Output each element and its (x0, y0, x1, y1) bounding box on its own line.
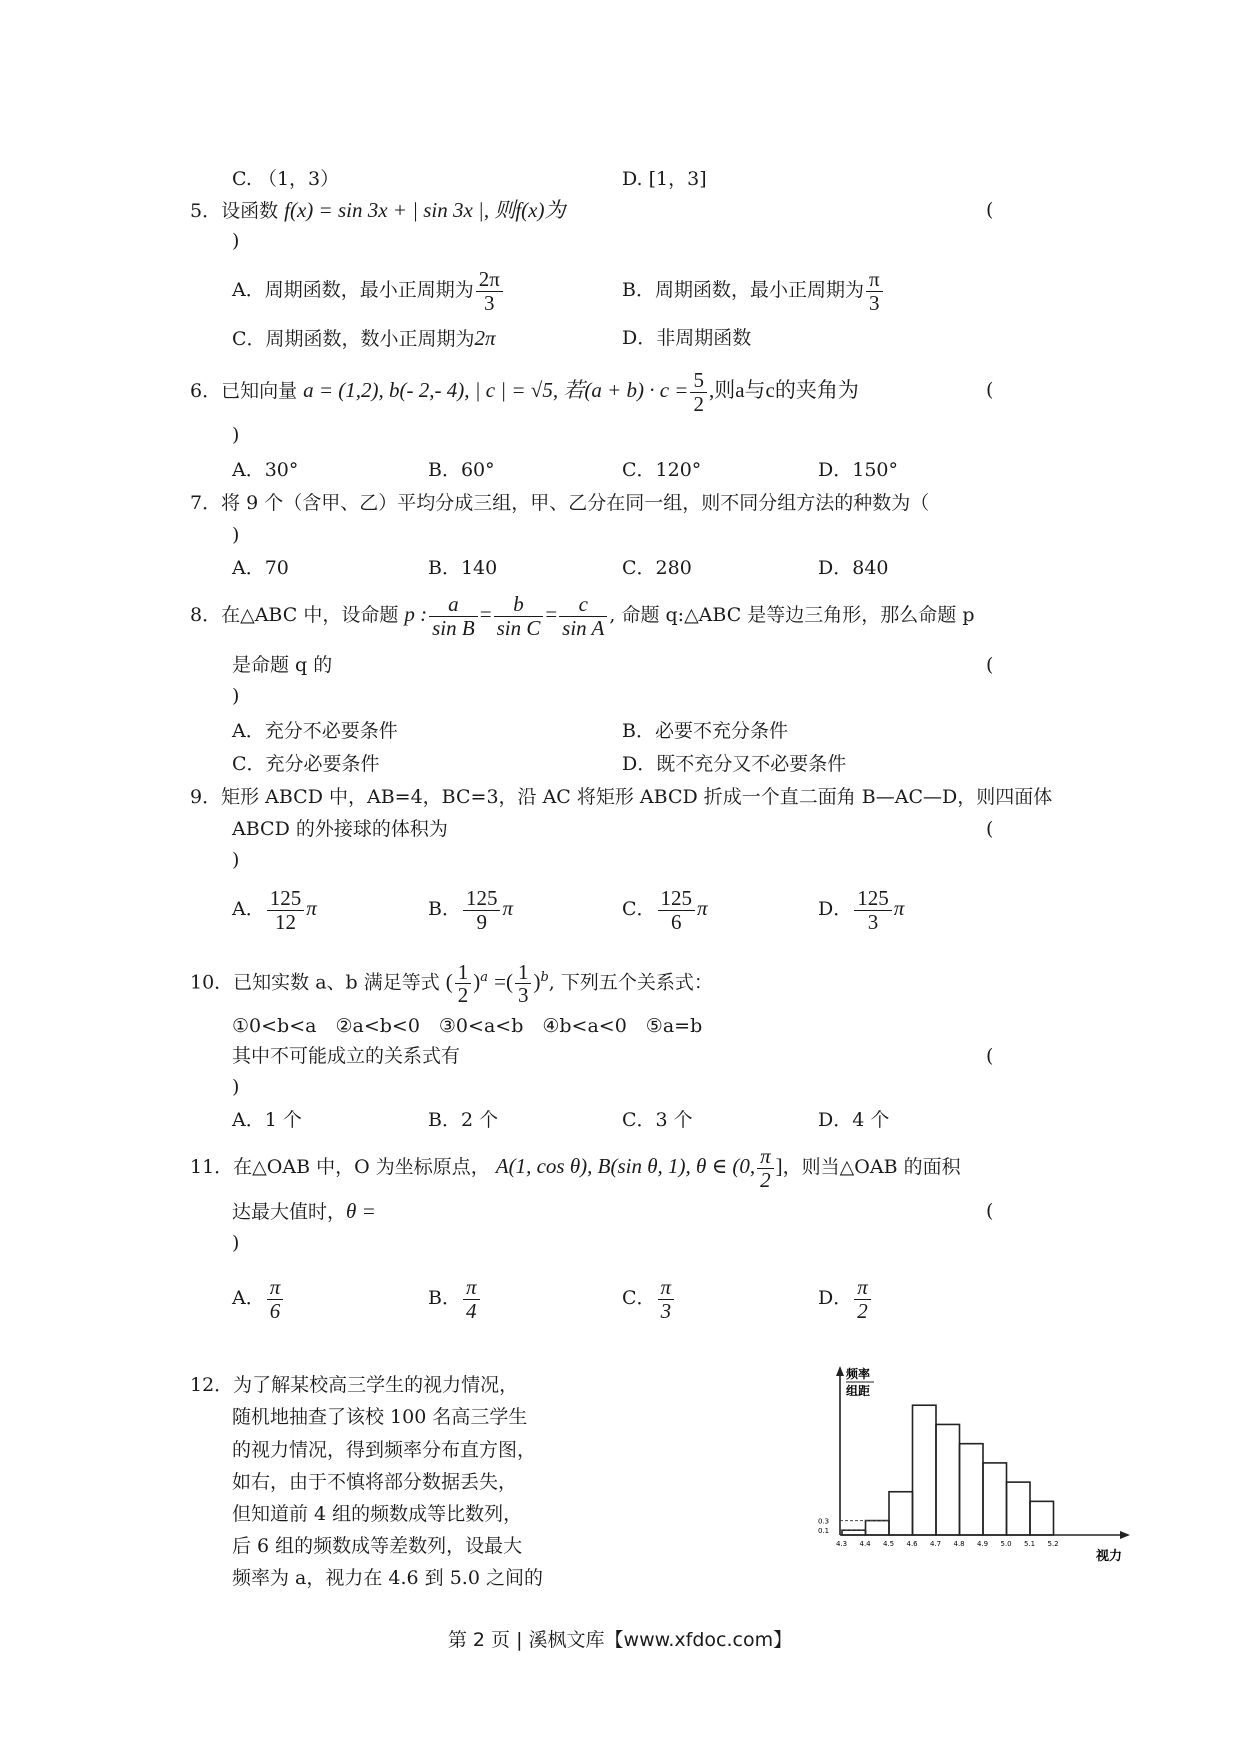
q5-formula: f(x) = sin 3x + | sin 3x |, 则f(x)为 (284, 198, 566, 222)
q6-option-c: C．120° (622, 459, 702, 481)
q8-equals-2: = (545, 602, 558, 626)
q6-fraction-num: 5 (690, 369, 707, 392)
q10-paren-close: ) (232, 1076, 240, 1098)
x-tick-label: 5.1 (1024, 1540, 1036, 1548)
q8-equals-1: = (479, 602, 492, 626)
q11-option-c (622, 1270, 676, 1326)
q5-option-b-den: 3 (869, 290, 880, 315)
q9-option-d-den: 3 (867, 909, 879, 934)
q8-option-b: B．必要不充分条件 (622, 720, 788, 742)
q11-option-b-den: 4 (465, 1298, 477, 1323)
x-axis-label: 视力 (1096, 1549, 1123, 1564)
q5-option-c-text: C．周期函数，数小正周期为 (232, 328, 475, 350)
q10-paren-open: ( (986, 1045, 994, 1067)
q11-option-b-label: B． (428, 1287, 461, 1309)
q11-fraction (757, 1145, 774, 1190)
q8-fraction-1-den: sin B (432, 615, 475, 640)
q5-paren-open: ( (986, 199, 994, 221)
x-tick-label: 5.0 (1000, 1540, 1012, 1548)
q11-option-b (428, 1270, 482, 1326)
q10-fraction-1-den: 2 (457, 982, 469, 1007)
q10-relations: ①0<b<a ②a<b<0 ③0<a<b ④b<a<0 ⑤a=b (232, 1015, 703, 1037)
q8-fraction-3-num: c (559, 593, 607, 616)
q6-fraction (690, 369, 707, 414)
q6-formula-b: ,则a与c的夹角为 (708, 378, 859, 402)
q6-option-a: A．30° (232, 459, 299, 481)
q9-option-b-pi: π (502, 896, 513, 920)
x-axis-arrow (1120, 1531, 1130, 1539)
q12-line-5: 但知道前 4 组的频数成等比数列， (232, 1503, 523, 1525)
q9-paren-close: ) (232, 849, 240, 871)
q9-option-c-fraction (658, 887, 696, 932)
q9-paren-open: ( (986, 818, 994, 840)
x-tick-label: 4.4 (859, 1540, 871, 1548)
q5-option-b (622, 262, 885, 318)
q7-paren-close: ) (232, 524, 240, 546)
q8-line-2: 是命题 q 的 (232, 654, 333, 676)
q10-fraction-2 (515, 961, 532, 1006)
q8-paren-open: ( (986, 654, 994, 676)
histogram-bar (960, 1444, 984, 1535)
q9-option-b-num: 125 (463, 887, 501, 910)
x-tick-label: 4.9 (977, 1540, 989, 1548)
q11-option-d-label: D． (818, 1287, 853, 1309)
q11-theta: θ = (346, 1199, 376, 1223)
histogram-bar (1030, 1501, 1054, 1535)
q9-option-d (818, 880, 904, 937)
q5-option-d: D．非周期函数 (622, 327, 752, 349)
q10-line-3: 其中不可能成立的关系式有 (232, 1045, 461, 1067)
q11-rest: ，则当△OAB 的面积 (782, 1156, 961, 1178)
q10-exponent-a: a (480, 970, 489, 985)
q9-option-a-num: 125 (267, 887, 305, 910)
q9-option-c-pi: π (697, 896, 708, 920)
q8-paren-close: ) (232, 685, 240, 707)
histogram-bar (866, 1521, 890, 1535)
q9-option-b-den: 9 (476, 909, 487, 934)
q12-line-6: 后 6 组的频数成等差数列，设最大 (232, 1535, 523, 1557)
q6-option-d: D．150° (818, 459, 898, 481)
q8-fraction-2 (494, 593, 544, 638)
q5-paren-close: ) (232, 230, 240, 252)
x-tick-label: 4.8 (953, 1540, 965, 1548)
q9-option-c (622, 880, 708, 937)
y-label-top: 频率 (846, 1367, 871, 1381)
q9-option-c-num: 125 (658, 887, 696, 910)
q4-option-d: D. [1，3] (622, 168, 707, 190)
q12-line-1: 12．为了解某校高三学生的视力情况， (190, 1374, 519, 1396)
q11-fraction-num: π (757, 1145, 774, 1168)
q8-number: 8．在△ABC 中，设命题 (190, 604, 399, 626)
q11-option-a (232, 1270, 285, 1326)
q7-option-a: A．70 (232, 557, 289, 579)
q9-option-b-fraction (463, 887, 501, 932)
q5-option-b-num: π (866, 268, 883, 291)
q9-option-a-label: A． (232, 898, 265, 920)
q8-fraction-2-den: sin C (496, 615, 541, 640)
q5-option-a (232, 262, 505, 318)
q12-line-4: 如右，由于不慎将部分数据丢失， (232, 1471, 518, 1493)
q10-number: 10．已知实数 a、b 满足等式 (190, 971, 440, 994)
q11-line-2 (232, 1198, 376, 1225)
q8-rest: , 命题 q:△ABC 是等边三角形，那么命题 p (609, 604, 975, 626)
q11-formula: A(1, cos θ), B(sin θ, 1), θ ∈ (0, (495, 1154, 756, 1178)
q12-line-7: 频率为 a，视力在 4.6 到 5.0 之间的 (232, 1567, 543, 1589)
q9-option-d-pi: π (893, 896, 905, 920)
q8-option-c: C．充分必要条件 (232, 753, 380, 775)
q10-option-a: A．1 个 (232, 1109, 302, 1131)
histogram-bar (842, 1530, 866, 1535)
q7-option-b: B．140 (428, 557, 498, 579)
y-label-bottom: 组距 (846, 1384, 871, 1398)
x-tick-label: 4.3 (836, 1540, 848, 1548)
q9-option-c-den: 6 (671, 909, 682, 934)
q11-number: 11．在△OAB 中，O 为坐标原点， (190, 1156, 490, 1178)
q6-number: 6．已知向量 (190, 380, 298, 402)
q6-paren-open: ( (986, 379, 994, 401)
q8-option-d: D．既不充分又不必要条件 (622, 753, 847, 775)
q11-option-a-den: 6 (269, 1298, 281, 1323)
q7-option-c: C．280 (622, 557, 692, 579)
q12-line-3: 的视力情况，得到频率分布直方图， (232, 1439, 537, 1461)
q8-fraction-3 (559, 593, 607, 638)
y-axis-arrow (836, 1366, 844, 1376)
q11-option-d-fraction (854, 1276, 871, 1321)
q11-option-a-label: A． (232, 1287, 265, 1309)
q11-option-a-fraction (267, 1276, 284, 1321)
x-tick-label: 4.7 (930, 1540, 942, 1548)
q10-option-c: C．3 个 (622, 1109, 693, 1131)
q5-option-b-text: B．周期函数，最小正周期为 (622, 279, 864, 301)
q10-option-b: B．2 个 (428, 1109, 499, 1131)
q11-option-b-num: π (463, 1276, 480, 1299)
question-6 (190, 362, 859, 419)
q8-fraction-1 (429, 593, 478, 638)
q8-fraction-2-num: b (494, 593, 544, 616)
q5-option-a-text: A．周期函数，最小正周期为 (232, 279, 474, 301)
question-10: 10．已知实数 a、b 满足等式 ( $\frac{1}{2}$ )$^a$ =( $\frac{1}{3}$ )$^b$, 下列五个关系式： (190, 959, 713, 1007)
q4-option-c: C. （1，3） (232, 168, 340, 190)
q10-option-d: D．4 个 (818, 1109, 890, 1131)
histogram-bar (1007, 1482, 1031, 1535)
q11-option-a-num: π (267, 1276, 284, 1299)
q6-option-b: B．60° (428, 459, 495, 481)
q11-option-c-fraction (658, 1276, 675, 1321)
q11-option-c-den: 3 (660, 1298, 672, 1323)
q11-option-d-den: 2 (857, 1298, 868, 1323)
q12-line-2: 随机地抽查了该校 100 名高三学生 (232, 1406, 528, 1428)
x-tick-label: 5.2 (1047, 1540, 1059, 1548)
q8-p-label: p : (404, 602, 428, 626)
histogram-bar (936, 1424, 960, 1535)
x-tick-label: 4.5 (883, 1540, 895, 1548)
y-tick-label: 0.3 (818, 1517, 830, 1526)
q10-fraction-1 (455, 961, 472, 1006)
q9-option-c-label: C． (622, 898, 656, 920)
q11-option-c-label: C． (622, 1287, 656, 1309)
histogram-bar (913, 1405, 937, 1535)
q11-option-b-fraction (463, 1276, 480, 1321)
q11-option-d (818, 1270, 873, 1326)
q10-fraction-2-num: 1 (515, 961, 532, 984)
q6-paren-close: ) (232, 424, 240, 446)
q10-exponent-b: b (540, 970, 549, 985)
q10-fraction-2-den: 3 (517, 982, 529, 1007)
question-8 (190, 586, 975, 643)
q9-option-a (232, 880, 317, 937)
q10-rest: , 下列五个关系式： (548, 971, 713, 994)
histogram-bar (983, 1463, 1007, 1535)
q6-formula-a: a = (1,2), b(- 2,- 4), | c | = √5, 若(a + b) · c = (303, 378, 689, 402)
q7-option-d: D．840 (818, 557, 889, 579)
q5-option-c (232, 325, 496, 352)
q8-option-a: A．充分不必要条件 (232, 720, 398, 742)
y-tick-label: 0.1 (818, 1527, 830, 1536)
question-7: 7．将 9 个（含甲、乙）平均分成三组，甲、乙分在同一组，则不同分组方法的种数为（ (190, 492, 930, 514)
q9-option-d-num: 125 (854, 887, 892, 910)
q8-fraction-1-num: a (429, 593, 478, 616)
q5-option-a-fraction (476, 268, 503, 313)
q11-fraction-den: 2 (760, 1167, 771, 1192)
x-tick-label: 4.6 (906, 1540, 918, 1548)
q9-line-2: ABCD 的外接球的体积为 (232, 818, 448, 840)
q9-option-b-label: B． (428, 898, 461, 920)
q5-option-a-num: 2π (476, 268, 503, 291)
q11-option-c-num: π (658, 1276, 675, 1299)
q9-option-d-fraction (854, 887, 892, 932)
q11-paren-open: ( (986, 1200, 994, 1222)
q5-number: 5．设函数 (190, 200, 279, 222)
histogram-bar (889, 1492, 913, 1535)
q6-fraction-den: 2 (693, 391, 704, 416)
question-11 (190, 1138, 961, 1195)
question-5 (190, 197, 565, 224)
page-footer: 第 2 页 | 溪枫文库【www.xfdoc.com】 (447, 1629, 793, 1651)
q5-option-b-fraction (866, 268, 883, 313)
q5-option-a-den: 3 (484, 290, 495, 315)
q10-fraction-1-num: 1 (455, 961, 472, 984)
q11-line-2-text: 达最大值时， (232, 1201, 347, 1223)
q8-fraction-3-den: sin A (562, 615, 605, 640)
q9-option-d-label: D． (818, 898, 853, 920)
question-9: 9．矩形 ABCD 中，AB=4，BC=3，沿 AC 将矩形 ABCD 折成一个直二面角 B—AC—D，则四面体 (190, 786, 1053, 808)
q9-option-a-fraction (267, 887, 305, 932)
q5-option-c-value: 2π (474, 326, 496, 350)
q9-option-a-den: 12 (274, 909, 296, 934)
frequency-histogram (800, 1360, 1130, 1570)
q11-close-bracket: ] (775, 1154, 783, 1178)
q11-option-d-num: π (854, 1276, 871, 1299)
q11-paren-close: ) (232, 1232, 240, 1254)
q9-option-b (428, 880, 513, 937)
q9-option-a-pi: π (306, 896, 317, 920)
